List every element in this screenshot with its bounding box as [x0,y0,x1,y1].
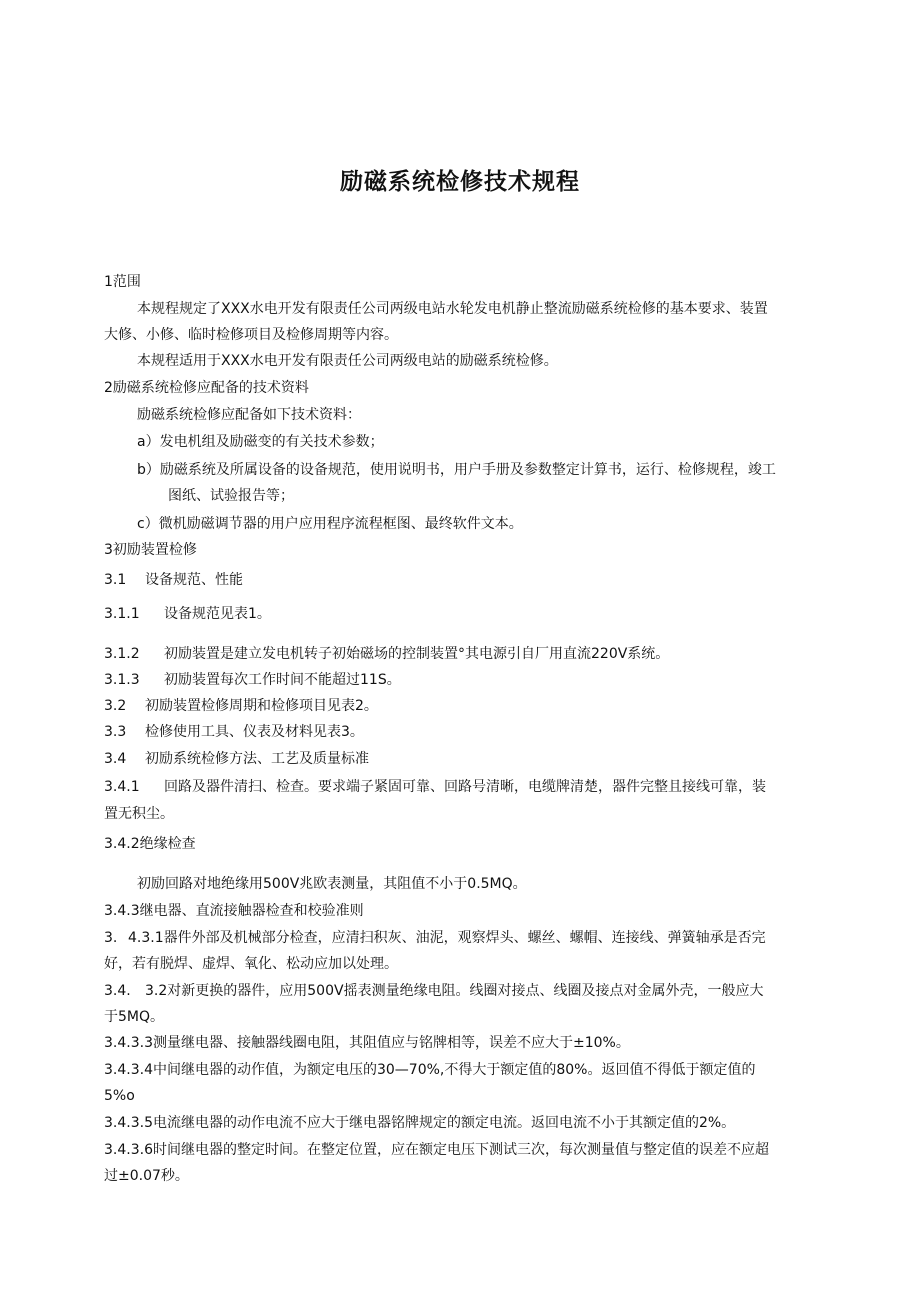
clause-3-4-3-2-text: 3.2对新更换的器件，应用500V摇表测量绝缘电阻。线圈对接点、线圈及接点对金属外壳，一般应大 [145,983,764,999]
clause-3-4-2-body: 初励回路对地绝缘用500V兆欧表测量，其阻值不小于0.5MQ。 [137,876,527,892]
section-1-para-2: 本规程适用于XXX水电开发有限责任公司两级电站的励磁系统检修。 [137,353,558,369]
section-1-para-1-line-1: 本规程规定了XXX水电开发有限责任公司两级电站水轮发电机静止整流励磁系统检修的基本要求、装置 [137,301,768,317]
clause-3-4-3-4-continuation: 5%o [104,1088,135,1104]
clause-3-3-text: 检修使用工具、仪表及材料见表3。 [145,724,364,740]
clause-3-2-number: 3.2 [104,698,127,714]
clause-3-3-number: 3.3 [104,724,127,740]
section-3-heading: 3初励装置检修 [104,542,197,558]
clause-3-4-3-6: 3.4.3.6时间继电器的整定时间。在整定位置，应在额定电压下测试三次，每次测量值与整定值的误差不应超 [104,1142,769,1158]
clause-3-4-3-2-continuation: 于5MQ。 [104,1009,165,1025]
clause-3-1-2-number: 3.1.2 [104,646,140,662]
clause-3-1-number: 3.1 [104,572,127,588]
clause-3-4-3-6-continuation: 过±0.07秒。 [104,1168,189,1184]
clause-3-2-text: 初励装置检修周期和检修项目见表2。 [145,698,378,714]
clause-3-4-3-2-number: 3.4. [104,983,131,999]
clause-3-4-3-5: 3.4.3.5电流继电器的动作电流不应大于继电器铭牌规定的额定电流。返回电流不小于其额定值的2%。 [104,1115,736,1131]
section-1-heading: 1范围 [104,274,141,290]
clause-3-4-3-3: 3.4.3.3测量继电器、接触器线圈电阻，其阻值应与铭牌相等，误差不应大于±10%。 [104,1035,630,1051]
clause-3-4-3-4: 3.4.3.4中间继电器的动作值，为额定电压的30—70%,不得大于额定值的80%。返回值不得低于额定值的 [104,1062,756,1078]
section-2-item-b-line-2: 图纸、试验报告等； [168,488,294,504]
clause-3-4-1-text: 回路及器件清扫、检查。要求端子紧固可靠、回路号清晰，电缆牌清楚，器件完整且接线可靠，装 [164,779,766,795]
section-2-item-c: c）微机励磁调节器的用户应用程序流程框图、最终软件文本。 [137,516,523,532]
clause-3-4-1-number: 3.4.1 [104,779,140,795]
clause-3-4-1-continuation: 置无积尘。 [104,806,174,822]
clause-3-4-text: 初励系统检修方法、工艺及质量标准 [145,751,369,767]
section-2-heading: 2励磁系统检修应配备的技术资料 [104,380,309,396]
clause-3-1-1-text: 设备规范见表1。 [164,606,271,622]
section-2-intro: 励磁系统检修应配备如下技术资料： [137,407,361,423]
section-2-item-a: a）发电机组及励磁变的有关技术参数； [137,434,384,450]
clause-3-4-2-heading: 3.4.2绝缘检查 [104,836,196,852]
clause-3-4-3-1-text: 4.3.1器件外部及机械部分检查，应清扫积灰、油泥，观察焊头、螺丝、螺帽、连接线、弹簧轴承是否完 [128,930,766,946]
clause-3-4-3-1-number: 3. [104,930,118,946]
clause-3-4-3-heading: 3.4.3继电器、直流接触器检查和校验准则 [104,903,364,919]
clause-3-1-1-number: 3.1.1 [104,606,140,622]
clause-3-4-3-1-continuation: 好，若有脱焊、虚焊、氧化、松动应加以处理。 [104,956,398,972]
section-2-item-b-line-1: b）励磁系统及所属设备的设备规范，使用说明书，用户手册及参数整定计算书，运行、检修规程，竣工 [137,462,776,478]
clause-3-1-3-text: 初励装置每次工作时间不能超过11S。 [164,672,401,688]
clause-3-1-3-number: 3.1.3 [104,672,140,688]
document-title: 励磁系统检修技术规程 [340,169,580,195]
clause-3-1-2-text: 初励装置是建立发电机转子初始磁场的控制装置°其电源引自厂用直流220V系统。 [164,646,670,662]
clause-3-1-text: 设备规范、性能 [145,572,243,588]
clause-3-4-number: 3.4 [104,751,127,767]
section-1-para-1-line-2: 大修、小修、临时检修项目及检修周期等内容。 [104,327,398,343]
